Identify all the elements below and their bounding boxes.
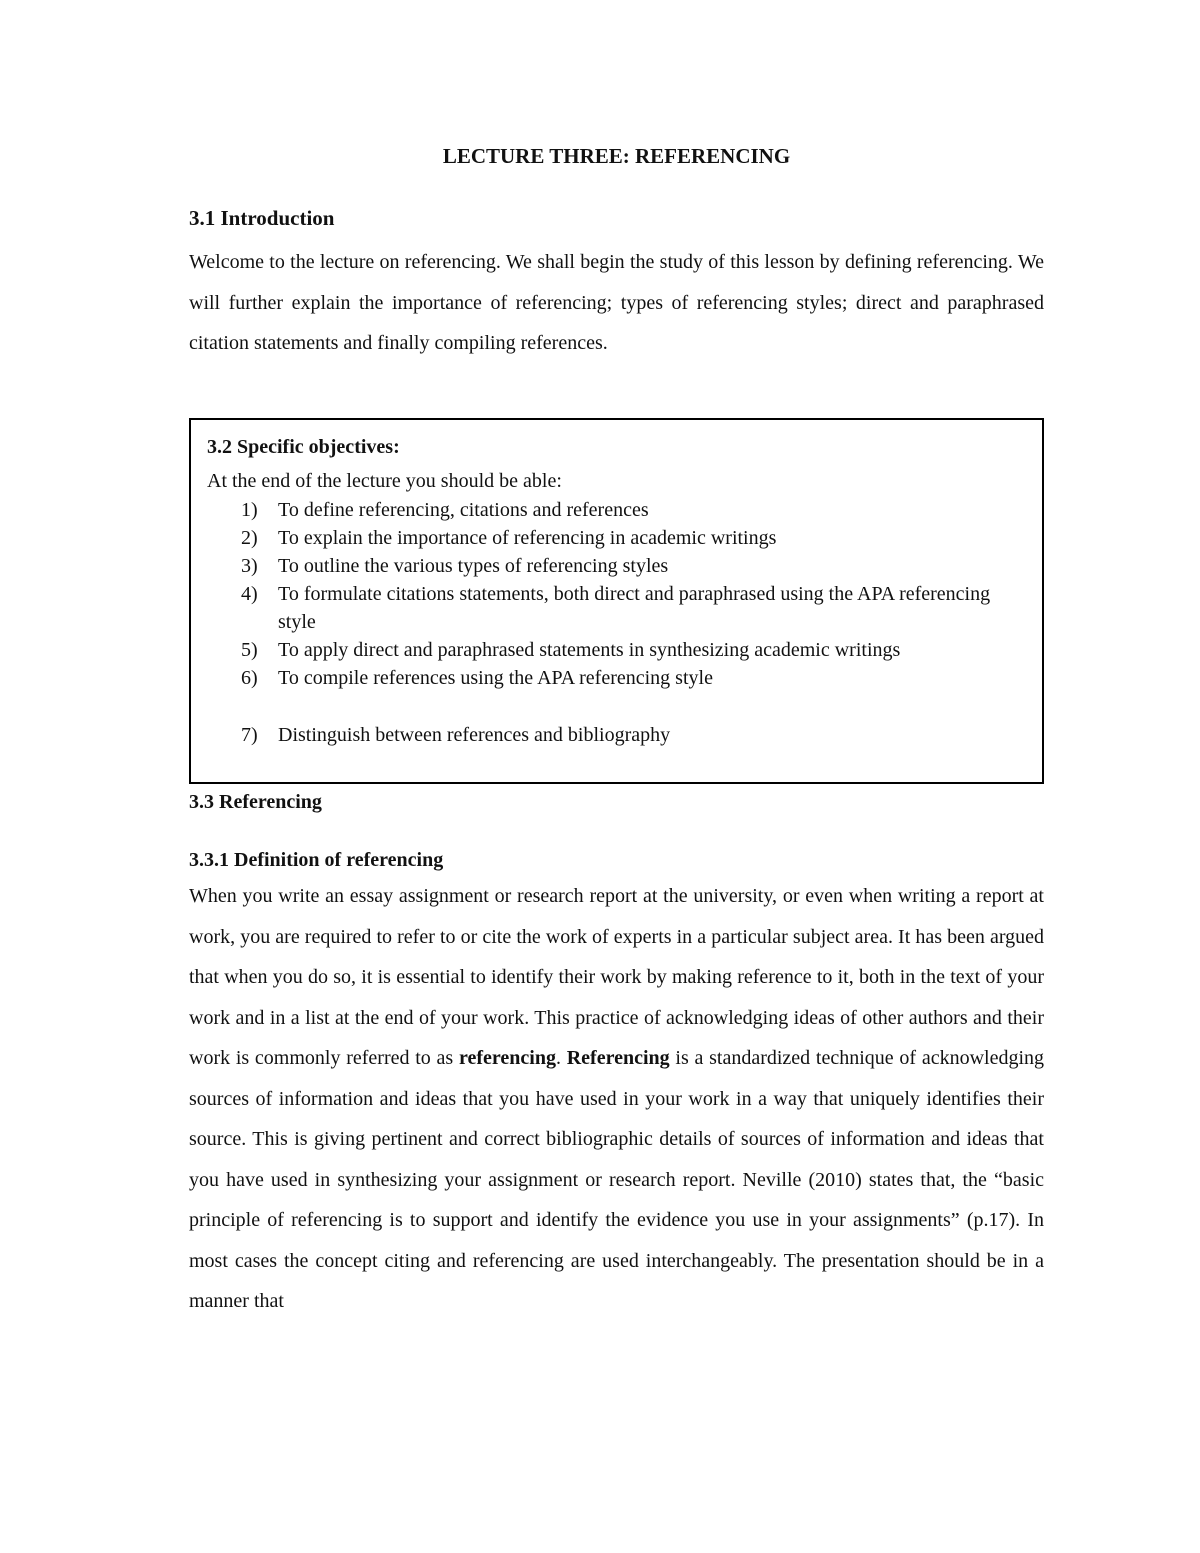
intro-paragraph: Welcome to the lecture on referencing. We shall begin the study of this lesson by defining referencing. We will further explain the importance of referencing; types of referencing styles; direct and paraphrased citation statements and finally compiling references. bbox=[189, 251, 1044, 354]
list-item bbox=[207, 524, 1028, 552]
list-item-text: To define referencing, citations and references bbox=[278, 499, 649, 521]
definition-text-part1: When you write an essay assignment or research report at the university, or even when writing a report at work, you are required to refer to or cite the work of experts in a particular subject area. It has been argued that when you do so, it is essential to identify their work by making reference to it, both in the text of your work and in a list at the end of your work. This practice of acknowledging ideas of other authors and their work is commonly referred to as bbox=[189, 885, 1044, 1069]
objectives-list bbox=[207, 496, 1028, 749]
list-item-number: 1) bbox=[241, 499, 258, 521]
bold-term-referencing: referencing bbox=[458, 1047, 556, 1069]
list-item-number: 4) bbox=[241, 583, 258, 605]
list-item bbox=[207, 721, 1028, 749]
list-item-number: 3) bbox=[241, 555, 258, 577]
list-item-text: To compile references using the APA referencing style bbox=[278, 667, 713, 689]
list-item-number: 5) bbox=[241, 639, 258, 661]
list-item-number: 7) bbox=[241, 724, 258, 746]
list-item-number: 2) bbox=[241, 527, 258, 549]
list-item bbox=[207, 636, 1028, 664]
list-item-text: To explain the importance of referencing in academic writings bbox=[278, 527, 777, 549]
list-item-text: Distinguish between references and bibliography bbox=[278, 724, 671, 746]
intro-heading: 3.1 Introduction bbox=[189, 206, 335, 230]
objectives-box bbox=[189, 418, 1044, 784]
list-item bbox=[207, 580, 1028, 636]
list-item-text: To outline the various types of referencing styles bbox=[278, 555, 669, 577]
list-item-number: 6) bbox=[241, 667, 258, 689]
referencing-section bbox=[189, 788, 1044, 1322]
definition-separator: . bbox=[555, 1047, 567, 1069]
list-item-text: To formulate citations statements, both direct and paraphrased using the APA referencing style bbox=[278, 583, 991, 633]
list-item bbox=[207, 664, 1028, 692]
definition-heading: 3.3.1 Definition of referencing bbox=[189, 849, 444, 871]
bold-term-referencing-capitalized: Referencing bbox=[566, 1047, 670, 1069]
page-title: LECTURE THREE: REFERENCING bbox=[442, 144, 791, 168]
list-item-text: To apply direct and paraphrased statements in synthesizing academic writings bbox=[278, 639, 901, 661]
definition-text-part2: is a standardized technique of acknowledging sources of information and ideas that you have used in your work in a way that uniquely identifies their source. This is giving pertinent and correct bibliographic details of sources of information and ideas that you have used in synthesizing your assignment or research report. Neville (2010) states that, the “basic principle of referencing is to support and identify the evidence you use in your assignments” (p.17). In most cases the concept citing and referencing are used interchangeably. The presentation should be in a manner that bbox=[189, 1047, 1045, 1312]
list-item bbox=[207, 552, 1028, 580]
definition-paragraph bbox=[189, 876, 1044, 1322]
referencing-heading: 3.3 Referencing bbox=[189, 791, 322, 813]
document-page bbox=[189, 140, 1045, 1312]
objectives-intro: At the end of the lecture you should be able: bbox=[207, 470, 562, 492]
list-item bbox=[207, 496, 1028, 524]
objectives-heading: 3.2 Specific objectives: bbox=[207, 436, 400, 458]
